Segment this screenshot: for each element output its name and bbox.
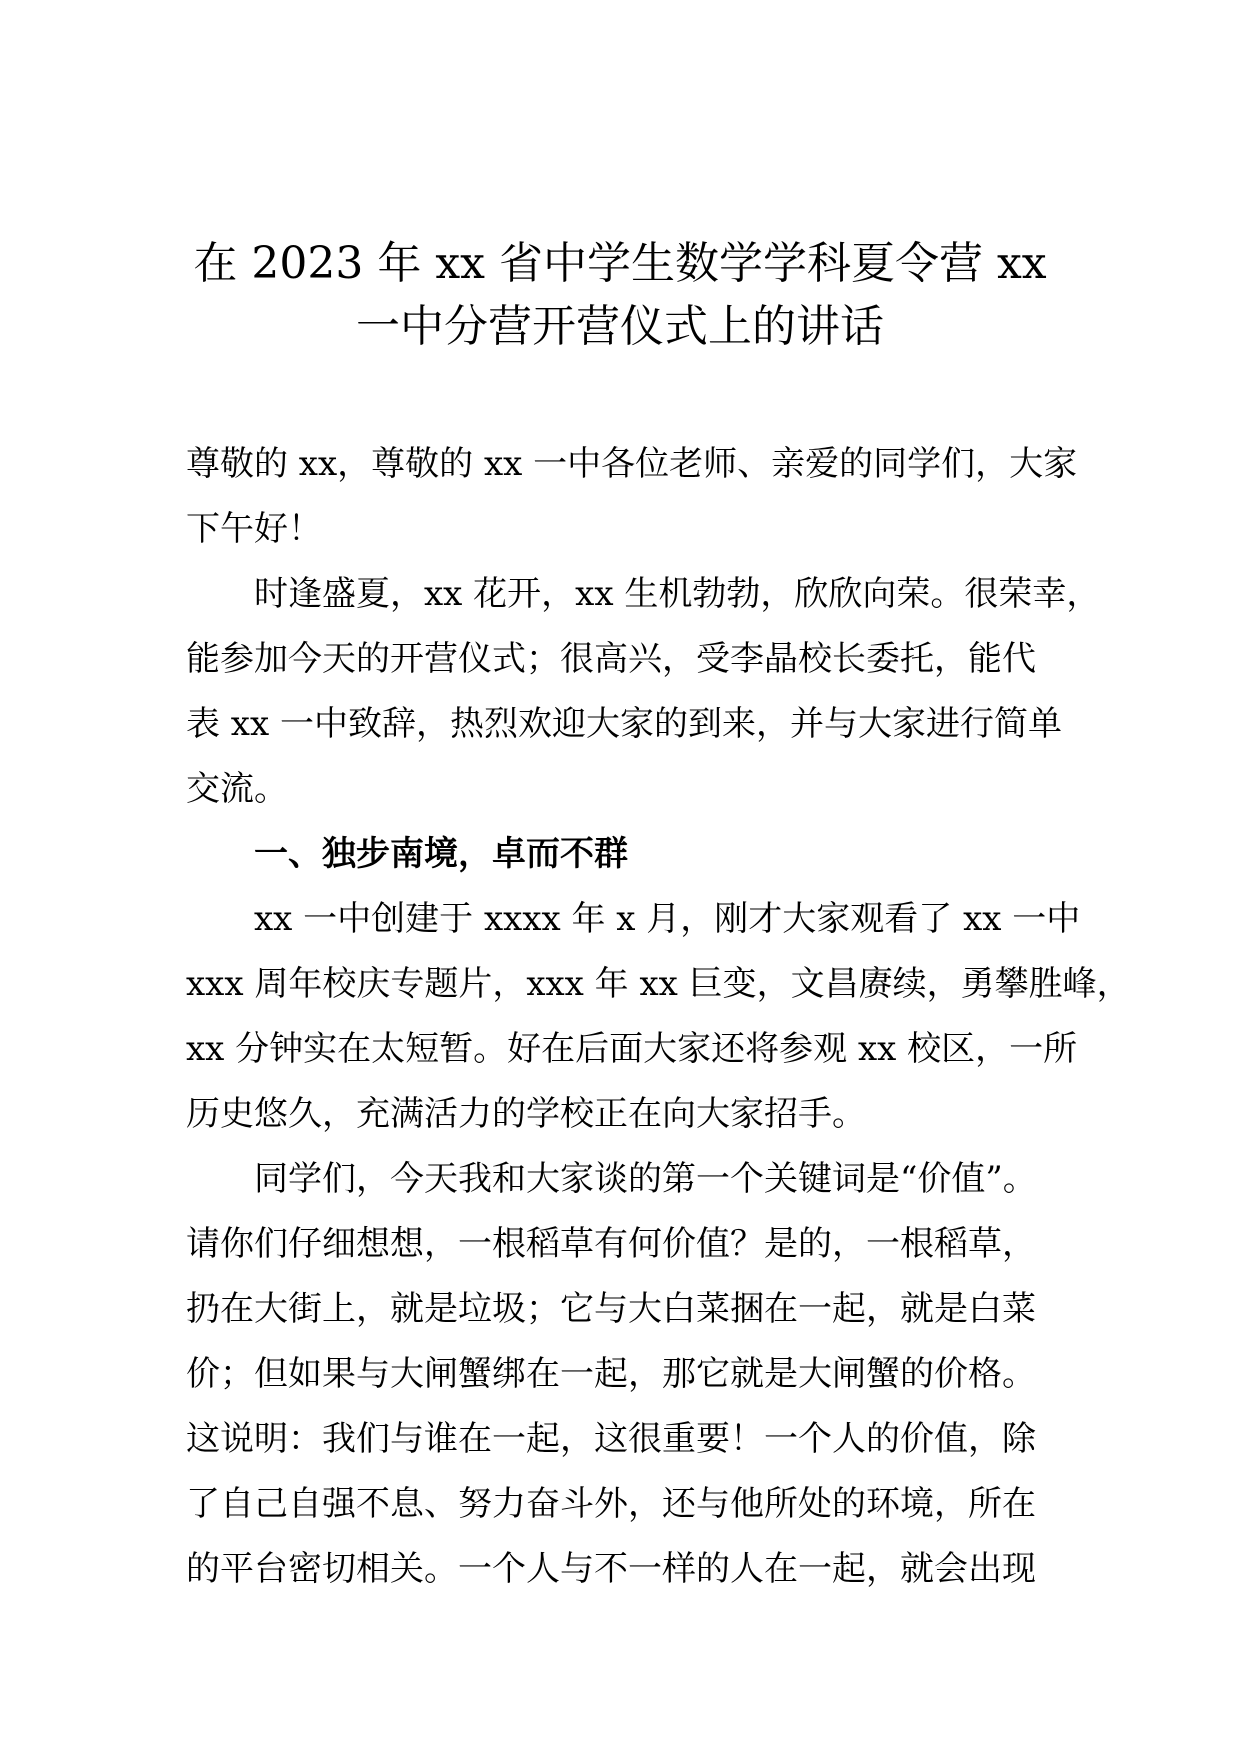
- document-body: [186, 432, 1131, 1602]
- title-line-1: 在 2023 年 xx 省中学生数学学科夏令营 xx: [193, 238, 1047, 289]
- paragraph-line: 能参加今天的开营仪式；很高兴，受李晶校长委托，能代: [186, 639, 1036, 679]
- document-title: [150, 232, 1090, 358]
- salutation-line: 尊敬的 xx，尊敬的 xx 一中各位老师、亲爱的同学们，大家: [186, 444, 1078, 484]
- paragraph-line: 价；但如果与大闸蟹绑在一起，那它就是大闸蟹的价格。: [186, 1354, 1036, 1394]
- paragraph-line: 请你们仔细想想，一根稻草有何价值？是的，一根稻草，: [186, 1224, 1036, 1264]
- paragraph-line: 这说明：我们与谁在一起，这很重要！一个人的价值，除: [186, 1419, 1036, 1459]
- section-heading: 一、独步南境，卓而不群: [254, 834, 628, 874]
- salutation-line: 下午好！: [186, 509, 322, 549]
- paragraph-line: 同学们，今天我和大家谈的第一个关键词是“价值”。: [254, 1159, 1037, 1199]
- paragraph-line: xx 分钟实在太短暂。好在后面大家还将参观 xx 校区，一所: [186, 1029, 1078, 1069]
- paragraph-line: 扔在大街上，就是垃圾；它与大白菜捆在一起，就是白菜: [186, 1289, 1036, 1329]
- paragraph-line: xx 一中创建于 xxxx 年 x 月，刚才大家观看了 xx 一中: [254, 899, 1081, 939]
- paragraph-line: 的平台密切相关。一个人与不一样的人在一起，就会出现: [186, 1549, 1036, 1589]
- paragraph-line: 表 xx 一中致辞，热烈欢迎大家的到来，并与大家进行简单: [186, 704, 1062, 744]
- paragraph-line: xxx 周年校庆专题片，xxx 年 xx 巨变，文昌赓续，勇攀胜峰，: [186, 964, 1131, 1004]
- paragraph-line: 历史悠久，充满活力的学校正在向大家招手。: [186, 1094, 866, 1134]
- paragraph-line: 交流。: [186, 769, 288, 809]
- paragraph-line: 时逢盛夏，xx 花开，xx 生机勃勃，欣欣向荣。很荣幸，: [254, 574, 1101, 614]
- paragraph-line: 了自己自强不息、努力奋斗外，还与他所处的环境，所在: [186, 1484, 1036, 1524]
- title-line-2: 一中分营开营仪式上的讲话: [356, 301, 884, 352]
